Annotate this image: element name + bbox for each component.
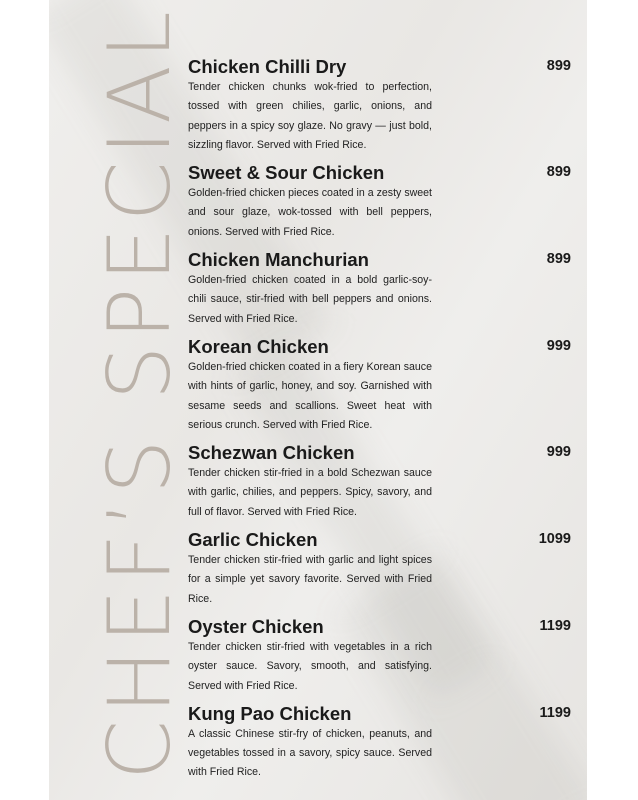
item-name: Garlic Chicken — [188, 529, 318, 551]
item-price: 999 — [546, 444, 571, 461]
item-name: Kung Pao Chicken — [188, 702, 352, 724]
item-description: A classic Chinese stir-fry of chicken, peanuts, and vegetables tossed in a savory, spicy sauce. Served with Fried Rice. — [188, 727, 432, 779]
menu-list — [188, 56, 578, 790]
menu-item — [188, 616, 578, 696]
item-description: Golden-fried chicken coated in a fiery Korean sauce with hints of garlic, honey, and soy. Garnished with sesame seeds and scallions. Sweet heat with serious crunch. Served with Fried Rice. — [188, 360, 432, 431]
item-price: 1199 — [539, 704, 571, 721]
menu-item — [188, 162, 578, 242]
item-description: Tender chicken chunks wok-fried to perfection, tossed with green chilies, garlic, onions, and peppers in a spicy soy glaze. No gravy — just bold, sizzling flavor. Served with Fried Rice. — [188, 81, 432, 151]
item-description: Tender chicken stir-fried in a bold Schezwan sauce with garlic, chilies, and peppers. Spicy, savory, and full of flavor. Served with Fried Rice. — [188, 467, 432, 518]
item-name: Oyster Chicken — [188, 615, 324, 637]
item-name: Chicken Manchurian — [188, 249, 369, 271]
menu-item — [188, 249, 578, 329]
item-description: Tender chicken stir-fried with vegetables in a rich oyster sauce. Savory, smooth, and satisfying. Served with Fried Rice. — [188, 640, 432, 692]
item-name: Korean Chicken — [188, 335, 329, 357]
item-price: 899 — [546, 58, 571, 74]
item-description: Golden-fried chicken pieces coated in a zesty sweet and sour glaze, wok-tossed with bell peppers, onions. Served with Fried Rice. — [188, 187, 432, 238]
menu-item — [188, 703, 578, 783]
menu-item — [188, 336, 578, 435]
item-description: Golden-fried chicken coated in a bold garlic-soy-chili sauce, stir-fried with bell peppers and onions. Served with Fried Rice. — [188, 274, 432, 325]
item-price: 999 — [546, 337, 571, 354]
section-title-vertical: CHEF’S SPECIAL — [90, 5, 190, 780]
item-price: 1099 — [538, 531, 571, 548]
item-price: 899 — [546, 251, 571, 268]
item-name: Chicken Chilli Dry — [188, 56, 347, 77]
item-name: Sweet & Sour Chicken — [188, 162, 385, 184]
menu-item — [188, 529, 578, 609]
menu-page — [49, 0, 587, 800]
item-price: 899 — [546, 164, 571, 181]
item-description: Tender chicken stir-fried with garlic and light spices for a simple yet savory favorite. Served with Fried Rice. — [188, 554, 432, 605]
menu-item — [188, 442, 578, 522]
item-price: 1199 — [539, 617, 571, 634]
item-name: Schezwan Chicken — [188, 442, 355, 464]
menu-item — [188, 56, 578, 155]
